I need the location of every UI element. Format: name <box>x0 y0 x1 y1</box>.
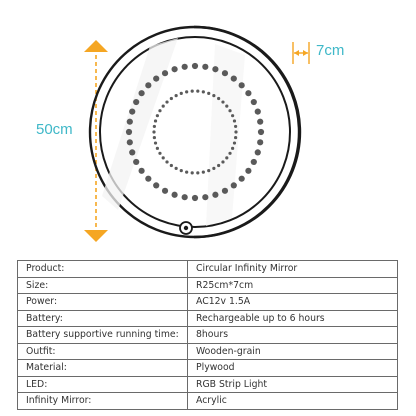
mirror-body <box>90 27 300 237</box>
led-dot <box>196 171 199 174</box>
led-dot <box>217 97 220 100</box>
led-dot <box>234 125 237 128</box>
spec-label: Battery supportive running time: <box>18 327 188 344</box>
led-dot <box>234 130 237 133</box>
spec-label: Material: <box>18 360 188 377</box>
led-dot <box>239 176 245 182</box>
spec-row <box>18 360 398 377</box>
spec-row <box>18 261 398 278</box>
depth-arrow <box>293 42 309 64</box>
spec-label: Infinity Mirror: <box>18 393 188 410</box>
led-dot <box>245 90 251 96</box>
led-dot <box>191 90 194 93</box>
led-dot <box>212 192 218 198</box>
led-dot <box>245 168 251 174</box>
spec-value: Rechargeable up to 6 hours <box>188 310 398 327</box>
led-dot <box>156 114 159 117</box>
spec-label: Power: <box>18 294 188 311</box>
led-dot <box>222 188 228 194</box>
led-dot <box>231 147 234 150</box>
spec-label: Outfit: <box>18 343 188 360</box>
led-dot <box>172 66 178 72</box>
led-dot <box>258 129 264 135</box>
led-dot <box>158 109 161 112</box>
spec-label: Size: <box>18 277 188 294</box>
led-dot <box>212 94 215 97</box>
led-dot <box>233 119 236 122</box>
spec-row <box>18 277 398 294</box>
led-dot <box>202 90 205 93</box>
spec-label: Product: <box>18 261 188 278</box>
led-dot <box>225 105 228 108</box>
led-dot <box>257 139 263 145</box>
spec-row <box>18 327 398 344</box>
led-dot <box>129 109 135 115</box>
led-dot <box>154 141 157 144</box>
led-dot <box>145 82 151 88</box>
led-dot <box>139 168 145 174</box>
led-dot <box>217 164 220 167</box>
spec-value: R25cm*7cm <box>188 277 398 294</box>
led-dot <box>202 194 208 200</box>
height-arrow <box>84 40 108 242</box>
led-dot <box>175 94 178 97</box>
spec-value: Acrylic <box>188 393 398 410</box>
led-dot <box>251 99 257 105</box>
spec-row <box>18 393 398 410</box>
led-dot <box>180 92 183 95</box>
led-dot <box>182 194 188 200</box>
led-dot <box>153 76 159 82</box>
led-dot <box>127 119 133 125</box>
spec-row <box>18 376 398 393</box>
led-dot <box>152 130 155 133</box>
height-label: 50cm <box>36 121 73 138</box>
led-dot <box>202 171 205 174</box>
led-dot <box>162 188 168 194</box>
led-ring-outer <box>126 63 264 201</box>
led-dot <box>225 156 228 159</box>
led-dot <box>154 119 157 122</box>
spec-row <box>18 343 398 360</box>
led-dot <box>192 63 198 69</box>
led-dot <box>153 125 156 128</box>
led-dot <box>165 100 168 103</box>
led-dot <box>228 109 231 112</box>
spec-value: Wooden-grain <box>188 343 398 360</box>
led-dot <box>233 141 236 144</box>
led-dot <box>185 90 188 93</box>
led-dot <box>231 114 234 117</box>
led-dot <box>222 70 228 76</box>
led-dot <box>221 160 224 163</box>
led-dot <box>145 176 151 182</box>
led-dot <box>207 169 210 172</box>
spec-value: AC12v 1.5A <box>188 294 398 311</box>
led-dot <box>170 164 173 167</box>
led-dot <box>129 149 135 155</box>
led-dot <box>257 119 263 125</box>
spec-value: 8hours <box>188 327 398 344</box>
led-dot <box>162 105 165 108</box>
led-dot <box>212 167 215 170</box>
led-dot <box>165 160 168 163</box>
led-dot <box>221 100 224 103</box>
led-dot <box>133 159 139 165</box>
led-dot <box>202 64 208 70</box>
spec-label: Battery: <box>18 310 188 327</box>
led-dot <box>231 76 237 82</box>
spec-value: RGB Strip Light <box>188 376 398 393</box>
led-dot <box>255 149 261 155</box>
led-dot <box>196 90 199 93</box>
spec-row <box>18 294 398 311</box>
led-dot <box>251 159 257 165</box>
led-dot <box>158 152 161 155</box>
depth-label: 7cm <box>316 42 345 59</box>
led-dot <box>234 136 237 139</box>
spec-table <box>17 260 398 410</box>
led-dot <box>172 192 178 198</box>
led-dot <box>192 195 198 201</box>
led-dot <box>126 129 132 135</box>
led-dot <box>170 97 173 100</box>
led-dot <box>185 171 188 174</box>
led-dot <box>239 82 245 88</box>
led-dot <box>153 136 156 139</box>
led-dot <box>162 156 165 159</box>
led-dot <box>231 182 237 188</box>
spec-value: Circular Infinity Mirror <box>188 261 398 278</box>
led-dot <box>127 139 133 145</box>
led-dot <box>180 169 183 172</box>
led-dot <box>175 167 178 170</box>
spec-label: LED: <box>18 376 188 393</box>
led-dot <box>255 109 261 115</box>
spec-row <box>18 310 398 327</box>
led-dot <box>162 70 168 76</box>
led-dot <box>207 92 210 95</box>
led-dot <box>182 64 188 70</box>
led-dot <box>212 66 218 72</box>
led-dot <box>191 171 194 174</box>
led-dot <box>139 90 145 96</box>
led-dot <box>133 99 139 105</box>
spec-value: Plywood <box>188 360 398 377</box>
led-dot <box>153 182 159 188</box>
led-dot <box>228 152 231 155</box>
led-dot <box>156 147 159 150</box>
mirror-highlight <box>102 38 245 226</box>
